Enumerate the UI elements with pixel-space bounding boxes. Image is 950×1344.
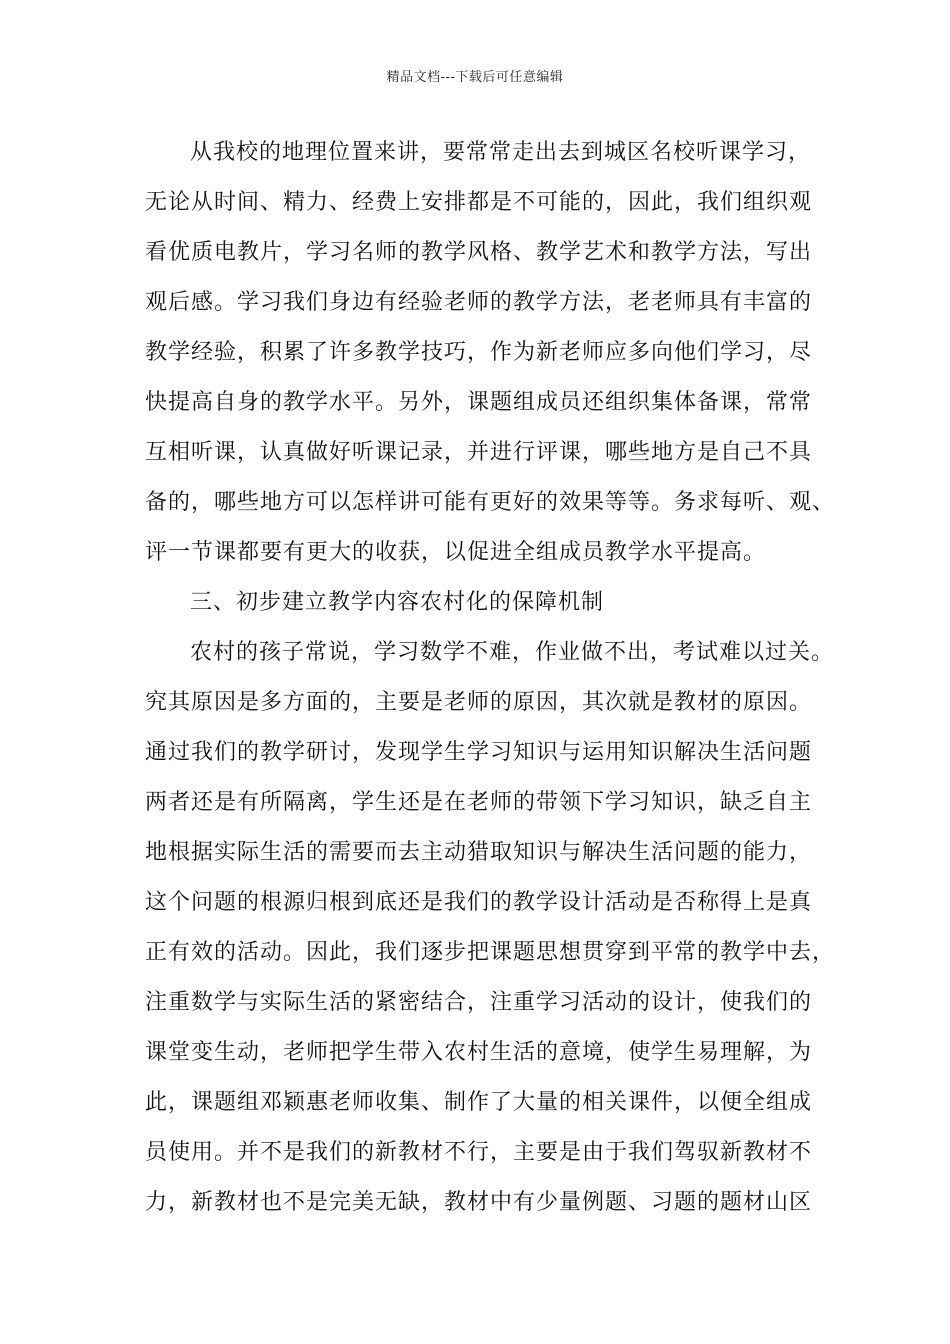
paragraph-line: 从我校的地理位置来讲，要常常走出去到城区名校听课学习， <box>190 140 812 165</box>
paragraph-line: 注重数学与实际生活的紧密结合，注重学习活动的设计，使我们的 <box>145 990 813 1015</box>
paragraph-line: 通过我们的教学研讨，发现学生学习知识与运用知识解决生活问题 <box>145 740 813 765</box>
page-header: 精品文档---下载后可任意编辑 <box>386 70 564 85</box>
paragraph-line: 快提高自身的教学水平。另外，课题组成员还组织集体备课，常常 <box>145 390 813 415</box>
paragraph-line: 农村的孩子常说，学习数学不难，作业做不出，考试难以过关。 <box>190 640 835 665</box>
paragraph-line: 无论从时间、精力、经费上安排都是不可能的，因此，我们组织观 <box>145 190 813 215</box>
paragraph-line: 正有效的活动。因此，我们逐步把课题思想贯穿到平常的教学中去， <box>145 940 836 965</box>
paragraph-line: 此，课题组邓颖惠老师收集、制作了大量的相关课件，以便全组成 <box>145 1090 813 1115</box>
paragraph-line: 互相听课，认真做好听课记录，并进行评课，哪些地方是自己不具 <box>145 440 813 465</box>
paragraph-line: 两者还是有所隔离，学生还是在老师的带领下学习知识，缺乏自主 <box>145 790 813 815</box>
paragraph-line: 教学经验，积累了许多教学技巧，作为新老师应多向他们学习，尽 <box>145 340 813 365</box>
paragraph-line: 这个问题的根源归根到底还是我们的教学设计活动是否称得上是真 <box>145 890 813 915</box>
paragraph-line: 地根据实际生活的需要而去主动猎取知识与解决生活问题的能力， <box>145 840 813 865</box>
paragraph-line: 员使用。并不是我们的新教材不行，主要是由于我们驾驭新教材不 <box>145 1140 813 1165</box>
paragraph-line: 评一节课都要有更大的收获，以促进全组成员教学水平提高。 <box>145 540 767 565</box>
paragraph-line: 备的，哪些地方可以怎样讲可能有更好的效果等等。务求每听、观、 <box>145 490 836 515</box>
paragraph-line: 看优质电教片，学习名师的教学风格、教学艺术和教学方法，写出 <box>145 240 813 265</box>
paragraph-line: 课堂变生动，老师把学生带入农村生活的意境，使学生易理解，为 <box>145 1040 813 1065</box>
paragraph-line: 观后感。学习我们身边有经验老师的教学方法，老老师具有丰富的 <box>145 290 813 315</box>
section-heading: 三、初步建立教学内容农村化的保障机制 <box>190 590 605 615</box>
paragraph-line: 究其原因是多方面的，主要是老师的原因，其次就是教材的原因。 <box>145 690 813 715</box>
paragraph-line: 力，新教材也不是完美无缺，教材中有少量例题、习题的题材山区 <box>145 1190 813 1215</box>
